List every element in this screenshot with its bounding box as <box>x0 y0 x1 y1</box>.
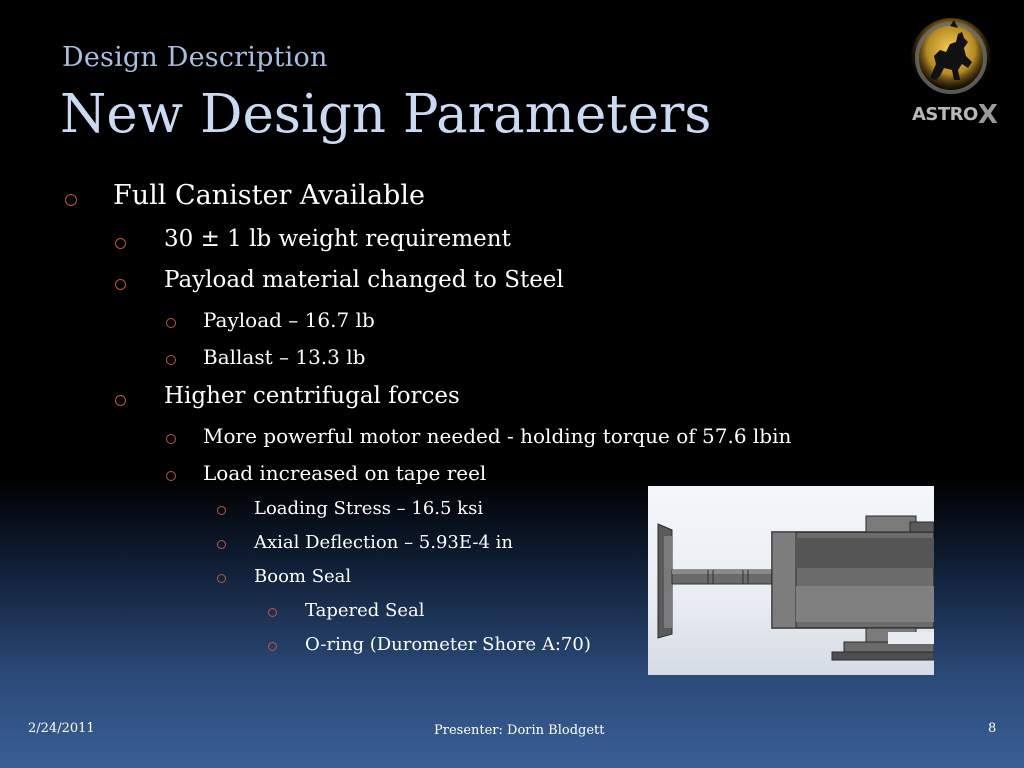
slide-subtitle: Design Description <box>62 42 328 73</box>
bullet-circle-icon <box>166 318 176 328</box>
slide-title: New Design Parameters <box>60 84 712 145</box>
list-item-text: Boom Seal <box>254 566 352 587</box>
footer-presenter: Presenter: Dorin Blodgett <box>434 723 605 738</box>
list-item <box>113 180 425 211</box>
list-item-text: More powerful motor needed - holding torque of 57.6 lbin <box>203 424 792 448</box>
bullet-circle-icon <box>115 395 126 406</box>
list-item <box>254 566 351 587</box>
list-item-text: O-ring (Durometer Shore A:70) <box>305 634 591 655</box>
bullet-circle-icon <box>166 355 176 365</box>
bullet-circle-icon <box>166 434 176 444</box>
bullet-circle-icon <box>166 471 176 481</box>
list-item <box>305 634 591 655</box>
list-item-text: Higher centrifugal forces <box>164 383 460 409</box>
bullet-circle-icon <box>268 608 277 617</box>
list-item <box>305 600 425 621</box>
list-item-text: Ballast – 13.3 lb <box>203 345 366 369</box>
list-item <box>254 498 483 519</box>
bullet-circle-icon <box>268 642 277 651</box>
footer-date: 2/24/2011 <box>28 721 95 736</box>
list-item <box>164 267 564 293</box>
bullet-circle-icon <box>217 574 226 583</box>
list-item-text: Loading Stress – 16.5 ksi <box>254 498 484 519</box>
list-item <box>203 308 375 332</box>
list-item <box>254 532 513 553</box>
list-item <box>203 461 486 485</box>
bullet-circle-icon <box>217 540 226 549</box>
logo-text-x: X <box>977 100 998 130</box>
page-number: 8 <box>988 721 997 736</box>
bullet-circle-icon <box>217 506 226 515</box>
logo-wordmark <box>912 97 998 130</box>
list-item-text: Tapered Seal <box>305 600 425 621</box>
list-item-text: Payload – 16.7 lb <box>203 308 375 332</box>
list-item <box>164 383 460 409</box>
list-item-text: 30 ± 1 lb weight requirement <box>164 226 511 252</box>
cad-section-image <box>648 486 934 675</box>
list-item <box>203 345 365 369</box>
list-item-text: Load increased on tape reel <box>203 461 487 485</box>
bullet-circle-icon <box>65 194 77 206</box>
list-item-text: Payload material changed to Steel <box>164 267 564 293</box>
bullet-circle-icon <box>115 279 126 290</box>
list-item <box>164 226 511 252</box>
list-item-text: Full Canister Available <box>113 180 425 211</box>
logo-text-main: ASTRO <box>912 104 978 125</box>
list-item <box>203 424 791 448</box>
bullet-circle-icon <box>115 238 126 249</box>
boom-assembly-drawing-icon <box>648 486 934 675</box>
list-item-text: Axial Deflection – 5.93E-4 in <box>254 532 513 553</box>
